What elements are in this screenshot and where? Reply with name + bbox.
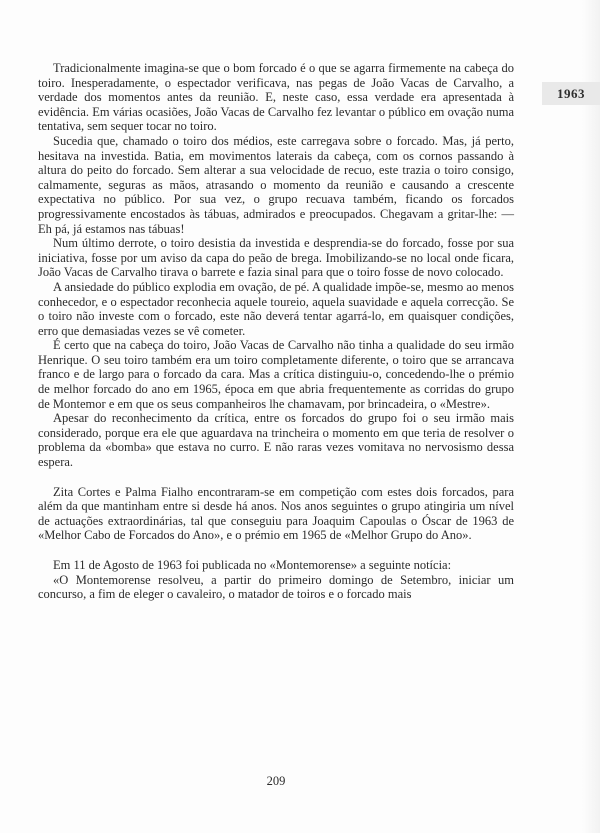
- year-tab: 1963: [542, 82, 600, 105]
- paragraph: Apesar do reconhecimento da crítica, entre os forcados do grupo foi o seu irmão mais considerado, porque era ele que aguardava na trincheira o momento em que teria de resolver o problema da «bomba» que estava no curro. E não raras vezes vomitava no nervosismo dessa espera.: [38, 411, 514, 470]
- paragraph: Zita Cortes e Palma Fialho encontraram-se em competição com estes dois forcados, para além da que mantinham entre si desde há anos. Nos anos seguintes o grupo atingiria um nível de actuações extraordinárias, tal que conseguiu para Joaquim Capoulas o Óscar de 1963 de «Melhor Cabo de Forcados do Ano», e o prémio em 1965 de «Melhor Grupo do Ano».: [38, 484, 514, 543]
- paragraph: «O Montemorense resolveu, a partir do primeiro domingo de Setembro, iniciar um concurso, a fim de eleger o cavaleiro, o matador de toiros e o forcado mais: [38, 572, 514, 602]
- paragraph: Num último derrote, o toiro desistia da investida e desprendia-se do forcado, fosse por sua iniciativa, fosse por um aviso da capa do peão de brega. Imobilizando-se no local onde ficara, João Vacas de Carvalho tirava o barrete e fazia sinal para que o toiro fosse de novo colocado.: [38, 236, 514, 280]
- paragraph: A ansiedade do público explodia em ovação, de pé. A qualidade impõe-se, mesmo ao menos conhecedor, e o espectador reconhecia aquele toureio, aquela suavidade e aquela correcção. Se o toiro não investe com o forcado, este não deverá tentar agarrá-lo, em quaisquer condições, erro que demasiadas vezes se vê cometer.: [38, 279, 514, 338]
- paragraph: Tradicionalmente imagina-se que o bom forcado é o que se agarra firmemente na cabeça do toiro. Inesperadamente, o espectador verificava, nas pegas de João Vacas de Carvalho, a verdade dos momentos antes da reunião. E, neste caso, essa verdade era apresentada à evidência. Em várias ocasiões, João Vacas de Carvalho fez levantar o público em ovação numa tentativa, sem sequer tocar no toiro.: [38, 61, 514, 134]
- page-number: 209: [266, 774, 286, 788]
- body-text: [38, 61, 514, 602]
- paragraph: Em 11 de Agosto de 1963 foi publicada no «Montemorense» a seguinte notícia:: [53, 558, 452, 572]
- paragraph: Sucedia que, chamado o toiro dos médios, este carregava sobre o forcado. Mas, já perto, hesitava na investida. Batia, em movimentos laterais da cabeça, com os cornos passando à altura do peito do forcado. Sem alterar a sua velocidade de recuo, este trazia o toiro consigo, calmamente, seguras as mãos, atrasando o momento da reunião e causando a crescente expectativa no público. Por sua vez, o grupo recuava também, ficando os forcados progressivamente encostados às tábuas, admirados e preocupados. Chegavam a gritar-lhe: — Eh pá, já estamos nas tábuas!: [38, 133, 514, 236]
- paragraph: É certo que na cabeça do toiro, João Vacas de Carvalho não tinha a qualidade do seu irmão Henrique. O seu toiro também era um toiro completamente diferente, o toiro que se arrancava franco e de largo para o forcado da cara. Mas a crítica distinguiu-o, concedendo-lhe o prémio de melhor forcado do ano em 1965, época em que abria frequentemente as corridas do grupo de Montemor e em que os seus companheiros lhe chamavam, por brincadeira, o «Mestre».: [38, 338, 514, 411]
